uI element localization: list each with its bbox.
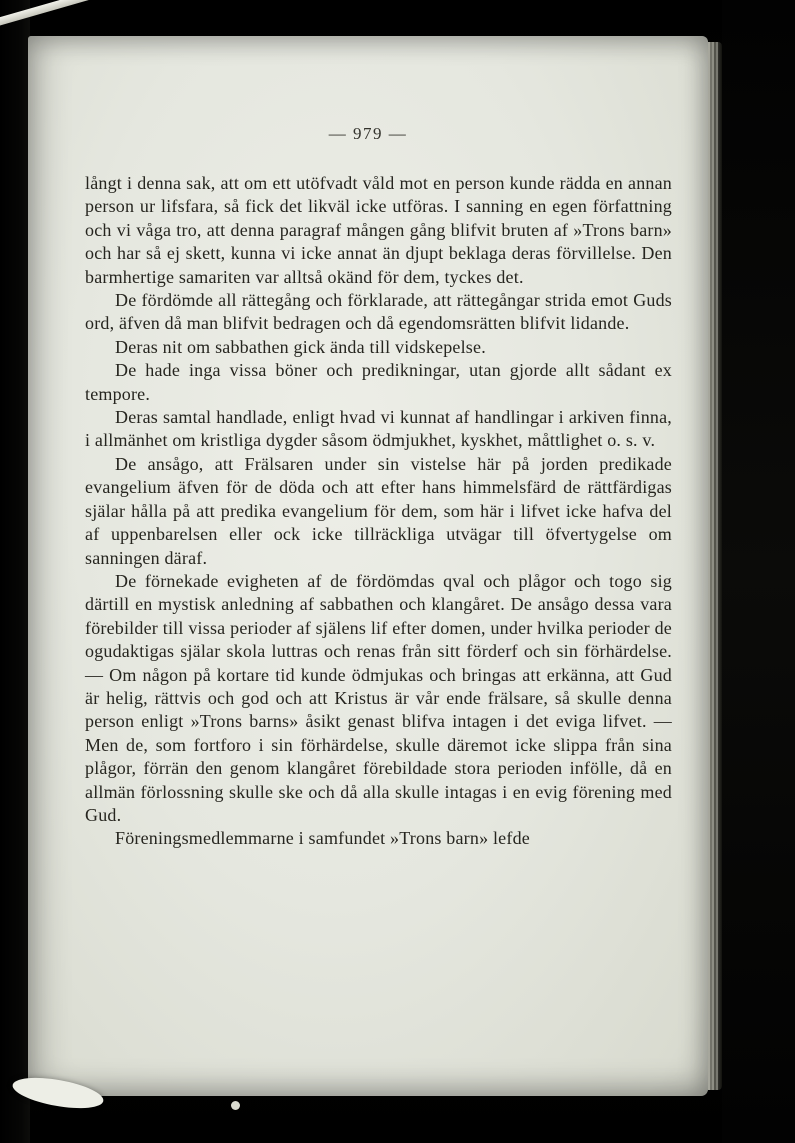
page-text <box>85 172 672 851</box>
paragraph: Deras samtal handlade, enligt hvad vi kunnat af handlingar i arkiven finna, i allmänhet om kristliga dygder såsom ödmjukhet, kyskhet, måttlighet o. s. v. <box>85 407 672 451</box>
paragraph: De ansågo, att Frälsaren under sin vistelse här på jorden predikade evangelium äfven för de döda och att efter hans himmelsfärd de rättfärdigas själar hålla på att predika evangelium för dem, som här i lifvet icke hafva del af uppenbarelsen eller ock icke tillräckliga utvägar till öfvertygelse om sanningen däraf. <box>85 453 672 568</box>
paragraph: långt i denna sak, att om ett utöfvadt våld mot en person kunde rädda en annan person ur lifsfara, så fick det likväl icke utföras. I sanning en egen författning och vi våga tro, att denna paragraf mången gång blifvit bruten af »Trons barn» och har så ej skett, kunna vi icke annat än djupt beklaga deras förvillelse. Den barmhertige samariten var alltså okänd för dem, tyckes det. <box>85 173 672 287</box>
scan-artifact-dot <box>231 1101 240 1110</box>
paragraph: De fördömde all rättegång och förklarade, att rättegångar strida emot Guds ord, äfven då man blifvit bedragen och då egendomsrätten blifvit lidande. <box>85 290 672 334</box>
book-page <box>28 36 708 1096</box>
paragraph: De förnekade evigheten af de fördömdas qval och plågor och togo sig därtill en mystisk anledning af sabbathen och klangåret. De ansågo dessa vara förebilder till vissa perioder af själens lif efter domen, under hvilka perioder de ogudaktigas själar skola luttras och renas från sitt förderf och sin förhärdelse. — Om någon på kortare tid kunde ödmjukas och bringas att erkänna, att Gud är helig, rättvis och god och att Kristus är vår ende frälsare, så skulle denna person enligt »Trons barns» åsikt genast blifva intagen i det eviga lifvet. — Men de, som fortforo i sin förhärdelse, skulle däremot icke slippa från sina plågor, förrän den genom klangåret förebildade stora perioden infölle, då en allmän förlossning skulle ske och då alla skulle intagas i en evig förening med Gud. <box>85 570 672 825</box>
page-number: — 979 — <box>328 124 408 143</box>
paragraph: Deras nit om sabbathen gick ända till vidskepelse. <box>115 336 486 357</box>
book-spine-left <box>0 0 30 1143</box>
page-edges-stack <box>708 42 722 1090</box>
paragraph: Föreningsmedlemmarne i samfundet »Trons barn» lefde <box>115 828 530 849</box>
paragraph: De hade inga vissa böner och predikningar, utan gjorde allt sådant ex tempore. <box>85 360 672 404</box>
book-edge-right <box>722 0 795 1143</box>
